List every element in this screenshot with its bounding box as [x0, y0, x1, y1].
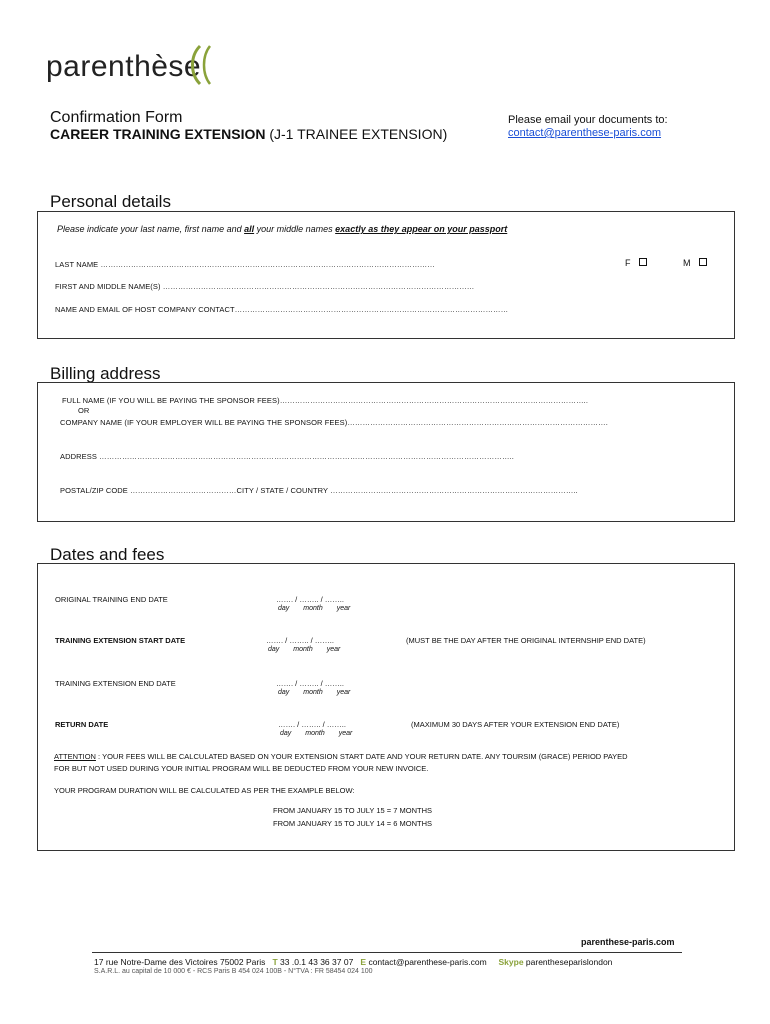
attention-text: : YOUR FEES WILL BE CALCULATED BASED ON YOUR EXTENSION START DATE AND YOUR RETURN DATE. ANY TOURSIM (GRACE) PERIOD PAYED — [95, 752, 628, 761]
duration-note: YOUR PROGRAM DURATION WILL BE CALCULATED AS PER THE EXAMPLE BELOW: — [54, 786, 355, 795]
personal-instruction — [57, 224, 507, 234]
footer-email[interactable]: contact@parenthese-paris.com — [368, 957, 487, 967]
checkbox-f[interactable] — [639, 258, 647, 266]
form-subtitle — [50, 126, 447, 142]
attention-line-2: FOR BUT NOT USED DURING YOUR INITIAL PROGRAM WILL BE DEDUCTED FROM YOUR NEW INVOICE. — [54, 764, 429, 773]
address-field[interactable]: ADDRESS ……………………………………………………………………………………………………………………………………………….. — [60, 452, 514, 461]
year-sublabel: year — [326, 646, 341, 653]
first-middle-label: FIRST AND MIDDLE NAME(S) — [55, 282, 161, 291]
date-row-label: RETURN DATE — [55, 720, 109, 729]
month-sublabel: month — [305, 730, 325, 737]
logo — [46, 50, 201, 84]
year-sublabel: year — [338, 730, 353, 737]
full-name-label: FULL NAME (IF YOU WILL BE PAYING THE SPONSOR FEES) — [62, 396, 280, 405]
full-name-field[interactable]: FULL NAME (IF YOU WILL BE PAYING THE SPONSOR FEES)………………………………………………………………………………………………………….. — [62, 396, 589, 405]
year-sublabel: year — [336, 689, 351, 696]
day-sublabel: day — [268, 646, 280, 653]
m-label: M — [683, 258, 691, 268]
instr-b: your middle names — [254, 224, 336, 234]
checkbox-m[interactable] — [699, 258, 707, 266]
first-middle-name-field[interactable]: FIRST AND MIDDLE NAME(S) …………………………………………………………………………………………………………… — [55, 282, 475, 291]
last-name-label: LAST NAME — [55, 260, 99, 269]
footer-address: 17 rue Notre-Dame des Victoires 75002 Paris — [94, 957, 266, 967]
logo-parenthesis-icon — [190, 42, 226, 88]
subtitle-rest: (J-1 TRAINEE EXTENSION) — [265, 126, 448, 142]
logo-text: parenthèse — [46, 50, 202, 83]
footer-legal: S.A.R.L. au capital de 10 000 € - RCS Paris B 454 024 100B - N°TVA : FR 58454 024 100 — [94, 968, 373, 975]
example-1: FROM JANUARY 15 TO JULY 15 = 7 MONTHS — [273, 806, 433, 815]
month-sublabel: month — [293, 646, 313, 653]
phone-label: T — [272, 957, 278, 967]
date-input[interactable]: ……. / …….. / …….. — [276, 595, 344, 604]
example-2: FROM JANUARY 15 TO JULY 14 = 6 MONTHS — [273, 819, 433, 828]
gender-f[interactable] — [625, 258, 647, 268]
instr-a: Please indicate your last name, first name and — [57, 224, 245, 234]
footer-site[interactable]: parenthese-paris.com — [581, 937, 675, 947]
month-sublabel: month — [303, 689, 323, 696]
host-contact-field[interactable]: NAME AND EMAIL OF HOST COMPANY CONTACT……………………………………………………………………………………………… — [55, 305, 509, 314]
company-name-label: COMPANY NAME (IF YOUR EMPLOYER WILL BE PAYING THE SPONSOR FEES) — [60, 418, 348, 427]
day-sublabel: day — [278, 605, 290, 612]
instr-c: exactly as they appear on your passport — [335, 224, 508, 234]
address-label: ADDRESS — [60, 452, 97, 461]
last-name-field[interactable]: LAST NAME …………………………………………………………………………………………………………………… — [55, 260, 435, 269]
section-title-dates: Dates and fees — [50, 545, 165, 564]
day-sublabel: day — [278, 689, 290, 696]
attention-line — [54, 752, 628, 761]
date-input[interactable]: ……. / …….. / …….. — [278, 720, 346, 729]
footer-contact — [94, 957, 612, 967]
footer-skype: parentheseparislondon — [525, 957, 613, 967]
date-sublabels — [280, 730, 352, 737]
date-input[interactable]: ……. / …….. / …….. — [266, 636, 334, 645]
day-sublabel: day — [280, 730, 292, 737]
email-label: E — [360, 957, 367, 967]
form-title: Confirmation Form — [50, 109, 183, 126]
date-sublabels — [268, 646, 340, 653]
or-label: OR — [78, 406, 90, 415]
instr-all: all — [244, 224, 255, 234]
date-input[interactable]: ……. / …….. / …….. — [276, 679, 344, 688]
footer-phone: 33 .0.1 43 36 37 07 — [280, 957, 354, 967]
attention-label: ATTENTION — [54, 752, 96, 761]
month-sublabel: month — [303, 605, 323, 612]
company-name-field[interactable]: COMPANY NAME (IF YOUR EMPLOYER WILL BE PAYING THE SPONSOR FEES)…………………………………………………………………………………………. — [60, 418, 608, 427]
date-sublabels — [278, 605, 350, 612]
date-row-label: ORIGINAL TRAINING END DATE — [55, 595, 168, 604]
subtitle-bold: CAREER TRAINING EXTENSION — [50, 126, 266, 142]
postal-city-field[interactable]: POSTAL/ZIP CODE ……………………………………CITY / STATE / COUNTRY …………………………………………………………………………………….. — [60, 486, 578, 495]
f-label: F — [625, 258, 631, 268]
email-instruction: Please email your documents to: — [508, 114, 668, 126]
year-sublabel: year — [336, 605, 351, 612]
date-row-note: (MUST BE THE DAY AFTER THE ORIGINAL INTERNSHIP END DATE) — [406, 636, 646, 645]
date-row-label: TRAINING EXTENSION END DATE — [55, 679, 176, 688]
section-title-personal: Personal details — [50, 192, 171, 211]
date-row-note: (MAXIMUM 30 DAYS AFTER YOUR EXTENSION END DATE) — [411, 720, 620, 729]
section-title-billing: Billing address — [50, 364, 161, 383]
postal-label: POSTAL/ZIP CODE — [60, 486, 128, 495]
city-label: CITY / STATE / COUNTRY — [236, 486, 329, 495]
gender-m[interactable] — [683, 258, 707, 268]
date-row-label: TRAINING EXTENSION START DATE — [55, 636, 186, 645]
footer-divider — [92, 952, 682, 953]
date-sublabels — [278, 689, 350, 696]
skype-label: Skype — [498, 957, 524, 967]
host-contact-label: NAME AND EMAIL OF HOST COMPANY CONTACT — [55, 305, 235, 314]
email-link[interactable]: contact@parenthese-paris.com — [508, 127, 662, 139]
